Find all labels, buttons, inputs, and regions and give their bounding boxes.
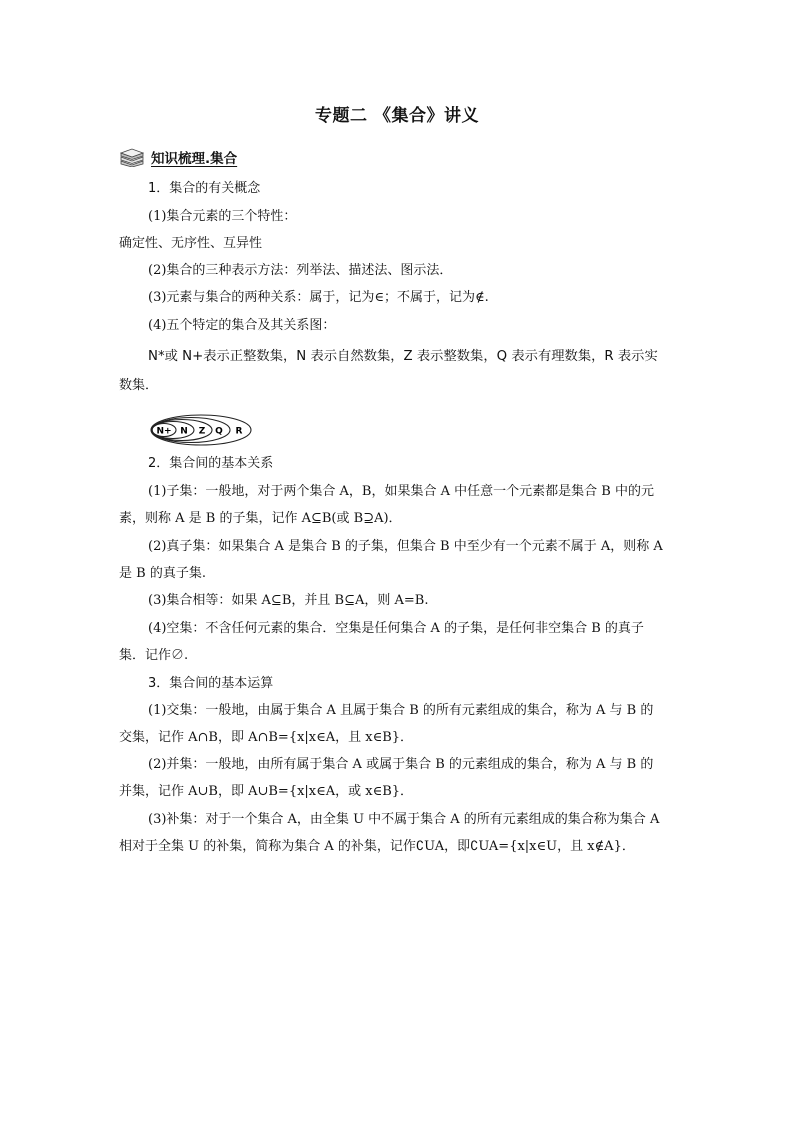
heading-1: 1．集合的有关概念 xyxy=(148,181,261,196)
label-n: N xyxy=(180,426,188,437)
text-line: N*或 N+表示正整数集，N 表示自然数集，Z 表示整数集，Q 表示有理数集，R 表示实 xyxy=(148,349,658,364)
text-line: (1)集合元素的三个特性： xyxy=(148,209,297,224)
text-line: 并集，记作 A∪B，即 A∪B={x|x∈A，或 x∈B}． xyxy=(119,784,414,799)
section-heading xyxy=(119,146,237,168)
text-line: 确定性、无序性、互异性 xyxy=(119,236,263,251)
text-line: (2)真子集：如果集合 A 是集合 B 的子集，但集合 B 中至少有一个元素不属于 A，则称 A xyxy=(148,539,663,554)
text-line: (4)五个特定的集合及其关系图： xyxy=(148,318,336,333)
text-line: 是 B 的真子集. xyxy=(119,566,206,581)
label-nplus: N+ xyxy=(156,426,172,437)
heading-2: 2．集合间的基本关系 xyxy=(148,456,274,471)
text-line: (1)子集：一般地，对于两个集合 A，B，如果集合 A 中任意一个元素都是集合 B 中的元 xyxy=(148,484,654,499)
text-line: 素，则称 A 是 B 的子集，记作 A⊆B(或 B⊇A)． xyxy=(119,511,402,526)
text-line: 相对于全集 U 的补集，简称为集合 A 的补集，记作∁UA，即∁UA={x|x∈U，且 x∉A}． xyxy=(119,839,635,854)
text-line: 数集． xyxy=(119,378,159,393)
heading-3: 3．集合间的基本运算 xyxy=(148,676,274,691)
text-line: 集．记作∅. xyxy=(119,648,189,663)
nested-sets-diagram xyxy=(150,414,252,446)
books-icon xyxy=(119,147,145,167)
section-title: 知识梳理.集合 xyxy=(151,151,238,167)
label-r: R xyxy=(235,426,243,437)
text-line: (4)空集：不含任何元素的集合．空集是任何集合 A 的子集，是任何非空集合 B 的真子 xyxy=(148,621,644,636)
label-q: Q xyxy=(215,426,223,437)
text-line: (1)交集：一般地，由属于集合 A 且属于集合 B 的所有元素组成的集合，称为 A 与 B 的 xyxy=(148,703,654,718)
text-line: (2)并集：一般地，由所有属于集合 A 或属于集合 B 的元素组成的集合，称为 A 与 B 的 xyxy=(148,757,654,772)
label-z: Z xyxy=(198,426,206,437)
text-line: (3)集合相等：如果 A⊆B，并且 B⊆A，则 A=B. xyxy=(148,593,429,608)
text-line: (2)集合的三种表示方法：列举法、描述法、图示法． xyxy=(148,263,453,278)
page-title: 专题二 《集合》讲义 xyxy=(315,106,479,126)
text-line: (3)补集：对于一个集合 A，由全集 U 中不属于集合 A 的所有元素组成的集合称为集合 A xyxy=(148,812,660,827)
text-line: 交集，记作 A∩B，即 A∩B={x|x∈A，且 x∈B}． xyxy=(119,730,414,745)
text-line: (3)元素与集合的两种关系：属于，记为∈；不属于，记为∉. xyxy=(148,290,489,305)
